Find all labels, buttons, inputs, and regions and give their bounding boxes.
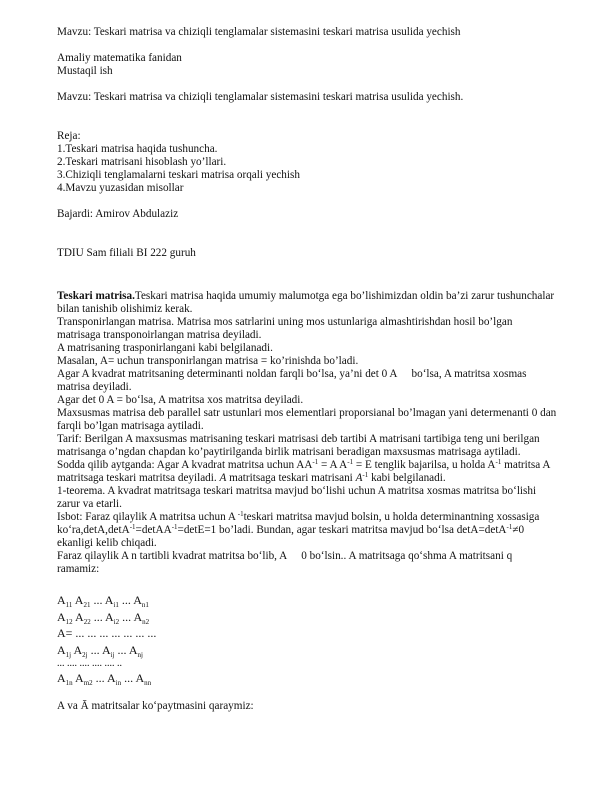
adjugate-matrix — [57, 592, 557, 687]
transpose-definition: Transponirlangan matrisa. Matrisa mos satrlarini uning mos ustunlariga almashtirishdan hosil bo’lgan matrisaga transponoirlangan matrisa deyiladi. — [57, 316, 513, 341]
section-heading: Teskari matrisa. — [57, 290, 135, 302]
matrix-row: A= ... ... ... ... ... ... ... — [57, 626, 157, 640]
transpose-example: Masalan, A= uchun transponirlangan matrisa = ko’rinishda bo’ladi. — [57, 355, 359, 367]
closing-line: A va Ā matritsalar ko‘paytmasini qaraymiz: — [57, 699, 254, 712]
inverse-formal-definition: Sodda qilib aytganda: Agar A kvadrat matritsa uchun $AA^{-1} = A$ $A^{-1} = E$ tenglik bajarilsa, u holda $A^{-1}$ matritsa A matritsaga teskari matritsa deyiladi. A matritsaga teskari matrisani $A^{-1}$ kabi belgilanadi. — [57, 458, 550, 484]
transpose-notation: A matrisaning trasponirlangani kabi belgilanadi. — [57, 342, 273, 354]
plan-item: 2.Teskari matrisani hisoblash yo’llari. — [57, 156, 227, 168]
matrix-row: $A_{1j}$ $A_{2j}$ ... $A_{ij}$ ... $A_{nj}$ — [57, 642, 143, 659]
header-topic: Mavzu: Teskari matrisa va chiziqli tenglamalar sistemasini teskari matrisa usulida yechish — [57, 26, 461, 38]
matrix-row: $A_{12}$ $A_{22}$ ... $A_{i2}$ ... $A_{n2}$ — [57, 609, 150, 626]
work-type: Mustaqil ish — [57, 65, 113, 77]
topic-repeat: Mavzu: Teskari matrisa va chiziqli tenglamalar sistemasini teskari matrisa usulida yechish. — [57, 91, 464, 103]
nonsingular-definition: Maxsusmas matrisa deb parallel satr ustunlari mos elementlari proporsianal bo’lmagan yani determenanti 0 dan farqli bo’lgan matrisaga aytiladi. — [57, 407, 557, 432]
plan-title: Reja: — [57, 130, 81, 142]
author: Bajardi: Amirov Abdulaziz — [57, 208, 179, 220]
theorem-1: 1-teorema. A kvadrat matritsaga teskari matritsa mavjud bo‘lishi uchun A matritsa xosmas matritsa bo‘lishi zarur va etarli. — [57, 485, 537, 510]
assumption-paragraph: Faraz qilaylik A n tartibli kvadrat matritsa bo‘lib, A 0 bo‘lsin.. A matritsaga qo‘shma A matritsani q ramamiz: — [57, 550, 513, 575]
matrix-row: ... .... .... .... .... .. — [57, 658, 122, 669]
nondegenerate-definition: Agar A kvadrat matritsaning determinanti noldan farqli bo‘lsa, ya’ni det 0 A bo‘lsa, A matritsa xosmas matrisa deyiladi. — [57, 368, 527, 393]
inverse-definition: Tarif: Berilgan A maxsusmas matrisaning teskari matrisasi deb tartibi A matrisani tartibiga teng uni berilgan matrisanga o’ngdan chapdan ko’paytirilganda birlik matrisani beradigan maxsusmas matrisaga aytiladi. — [57, 433, 540, 458]
subject: Amaliy matematika fanidan — [57, 52, 182, 64]
group: TDIU Sam filiali BI 222 guruh — [57, 247, 196, 259]
plan-item: 1.Teskari matrisa haqida tushuncha. — [57, 143, 218, 155]
plan-item: 4.Mavzu yuzasidan misollar — [57, 182, 184, 194]
matrix-row: $A_{11}$ $A_{21}$ ... $A_{i1}$ ... $A_{n1}$ — [57, 593, 149, 609]
plan-item: 3.Chiziqli tenglamalarni teskari matrisa orqali yechish — [57, 169, 300, 181]
matrix-row: $A_{1n}$ $A_{m2}$ ... $A_{in}$ ... $A_{nn}$ — [57, 671, 152, 687]
intro-paragraph: Teskari matrisa.Teskari matrisa haqida umumiy malumotga ega bo’lishimizdan oldin ba’zi zarur tushunchalar bilan tanishib olishimiz kerak. — [57, 290, 555, 315]
degenerate-definition: Agar det 0 A = bo‘lsa, A matritsa xos matritsa deyiladi. — [57, 394, 304, 406]
document-page — [57, 26, 557, 713]
proof-paragraph: Isbot: Faraz qilaylik A matritsa uchun A $^{-1}$teskari matritsa mavjud bolsin, u holda determinantning xossasiga ko‘ra,detA,detA$^{-1}$=detAA$^{-1}$=detE=1 bo’ladi. Bundan, agar teskari matritsa mavjud bo‘lsa detA=detA$^{-1}$≠0 ekanligi kelib chiqadi. — [57, 510, 540, 549]
